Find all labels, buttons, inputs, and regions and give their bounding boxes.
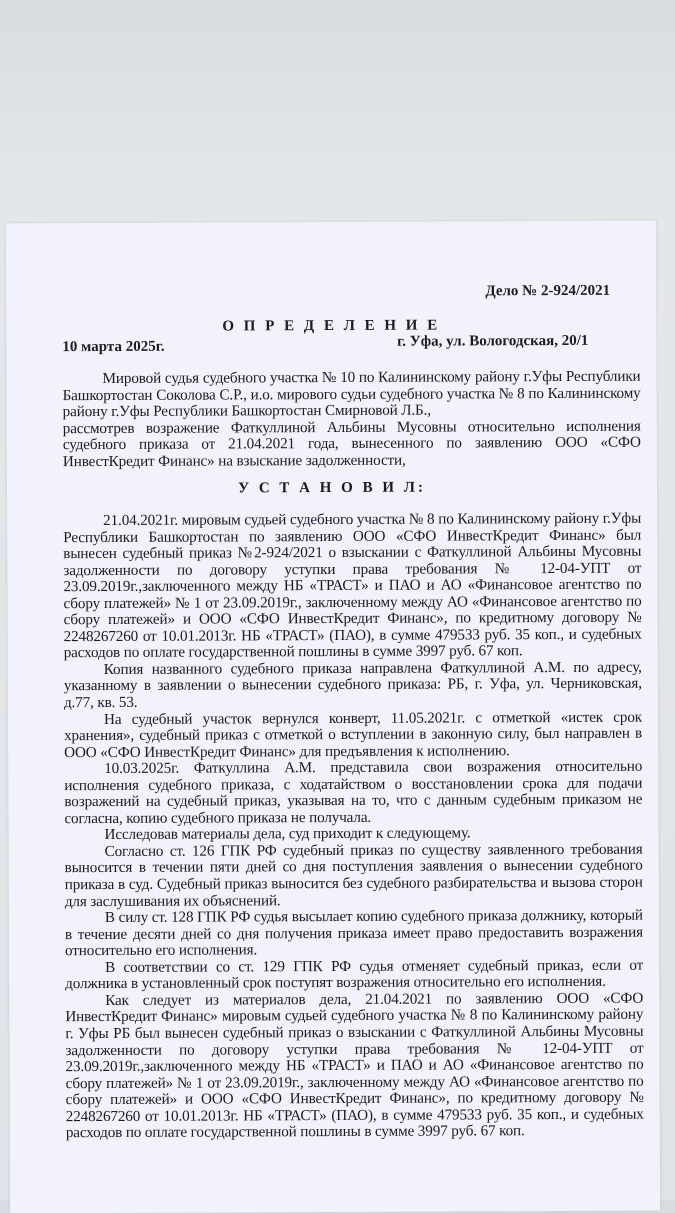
body-paragraph: В соответствии со ст. 129 ГПК РФ судья отменяет судебный приказ, если от должника в установленный срок поступят возражения относительно его исполнения. [65,956,644,993]
body-paragraph: Согласно ст. 126 ГПК РФ судебный приказ по существу заявленного требования выносится в течении пяти дней со дня поступления заявления о вынесении судебного приказа в суд. Судебный приказ выносится без судебного разбирательства и вызова сторон для заслушивания их объяснений. [64,840,643,910]
body-paragraph: На судебный участок вернулся конверт, 11.05.2021г. с отметкой «истек срок хранения», судебный приказ с отметкой о вступлении в законную силу, был направлен в ООО «СФО ИнвестКредит Финанс» для предъявления к исполнению. [64,708,643,761]
document-date: 10 марта 2025г. [62,338,165,356]
body-paragraph: Копия названного судебного приказа направлена Фаткуллиной А.М. по адресу, указанному в заявлении о вынесении судебного приказа: РБ, г. Уфа, ул. Черниковская, д.77, кв. 53. [63,658,642,712]
intro-paragraph: рассмотрев возражение Фаткуллиной Альбины Мусовны относительно исполнения судебного приказа от 21.04.2021 года, вынесенного по заявлению ООО «СФО ИнвестКредит Финанс» на взыскание задолженности, [62,417,641,470]
section-title: У С Т А Н О В И Л: [238,479,426,497]
body-paragraph: 21.04.2021г. мировым судьей судебного участка № 8 по Калининскому району г.Уфы Республики Башкортостан по заявлению ООО «СФО ИнвестКредит Финанс» был вынесен судебный приказ №2-924/2021 о взыскании с Фаткуллиной Альбины Мусовны задолженности по договору уступки права требования № 12-04-УПТ от 23.09.2019г.,заключенного между НБ «ТРАСТ» и ПАО и АО «Финансовое агентство по сбору платежей» № 1 от 23.09.2019г., заключенному между АО «Финансовое агентство по сбору платежей» и ООО «СФО ИнвестКредит Финанс», по кредитному договору № 2248267260 от 10.01.2013г. НБ «ТРАСТ» (ПАО), в сумме 479533 руб. 35 коп., и судебных расходов по оплате государственной пошлины в сумме 3997 руб. 67 коп. [63,509,642,662]
document-page [6,221,660,1213]
case-number: Дело № 2-924/2021 [485,282,611,300]
intro-paragraph: Мировой судья судебного участка № 10 по Калининскому району г.Уфы Республики Башкортостан Соколова С.Р., и.о. мирового судьи судебного участка № 8 по Калининскому району г.Уфы Республики Башкортостан Смирновой Л.Б., [62,367,641,421]
intro-block [62,369,640,471]
document-place: г. Уфа, ул. Вологодская, 20/1 [397,332,589,350]
body-block [63,511,644,1142]
document-title: О П Р Е Д Е Л Е Н И Е [222,317,441,335]
body-paragraph: В силу ст. 128 ГПК РФ судья высылает копию судебного приказа должнику, который в течение десяти дней со дня получения приказа имеет право предоставить возражения относительно его исполнения. [64,906,643,960]
body-paragraph: 10.03.2025г. Фаткуллина А.М. представила свои возражения относительно исполнения судебного приказа, с ходатайством о восстановлении срока для подачи возражений на судебный приказ, указывая на то, что с данным судебным приказом не согласна, копию судебного приказа не получала. [64,757,643,828]
body-paragraph: Исследовав материалы дела, суд приходит к следующему. [104,824,471,844]
body-paragraph: Как следует из материалов дела, 21.04.2021 по заявлению ООО «СФО ИнвестКредит Финанс» мировым судьей судебного участка № 8 по Калининскому району г. Уфы РБ был вынесен судебный приказ о взыскании с Фаткуллиной Альбины Мусовны задолженности по договору уступки права требования № 12-04-УПТ от 23.09.2019г.,заключенного между НБ «ТРАСТ» и ПАО и АО «Финансовое агентство по сбору платежей» № 1 от 23.09.2019г., заключенному между АО «Финансовое агентство по сбору платежей» и ООО «СФО ИнвестКредит Финанс», по кредитному договору № 2248267260 от 10.01.2013г. НБ «ТРАСТ» (ПАО), в сумме 479533 руб. 35 коп., и судебных расходов по оплате государственной пошлины в сумме 3997 руб. 67 коп. [65,989,644,1142]
